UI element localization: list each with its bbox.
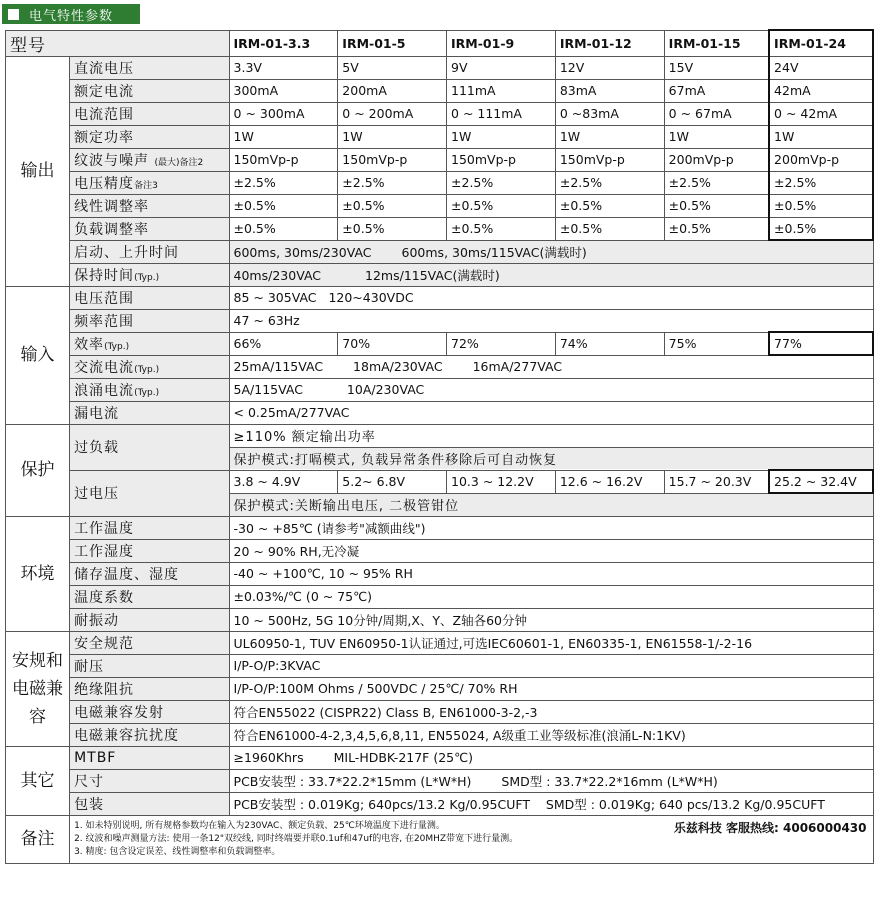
- row-label-text: 纹波与噪声: [74, 152, 150, 169]
- value-cell: 150mVp-p: [555, 148, 664, 171]
- row-label: 耐压: [70, 654, 229, 677]
- value-cell: 72%: [447, 332, 556, 355]
- value-cell: ±0.5%: [229, 194, 338, 217]
- value-cell: 3.3V: [229, 56, 338, 79]
- row-label: 直流电压: [70, 56, 229, 79]
- value-a: PCB安装型 : 0.019Kg; 640pcs/13.2 Kg/0.95CUFT: [233, 796, 530, 812]
- row-packing: [6, 792, 874, 815]
- row-label: 电磁兼容发射: [70, 700, 229, 723]
- category-protection: 保护: [6, 424, 70, 516]
- row-label: 温度系数: [70, 585, 229, 608]
- value-cell: 1W: [555, 125, 664, 148]
- value-cell: 保护模式:关断输出电压, 二极管钳位: [229, 493, 873, 516]
- row-label: 电压范围: [70, 286, 229, 309]
- row-label: 负载调整率: [70, 217, 229, 240]
- row-label: 电流范围: [70, 102, 229, 125]
- value-cell: ±0.5%: [338, 217, 447, 240]
- value-cell: 20 ~ 90% RH,无冷凝: [229, 539, 873, 562]
- row-label: [70, 332, 229, 355]
- value-cell: 10 ~ 500Hz, 5G 10分钟/周期,X、Y、Z轴各60分钟: [229, 608, 873, 631]
- row-label: 耐振动: [70, 608, 229, 631]
- value-cell: UL60950-1, TUV EN60950-1认证通过,可选IEC60601-1, EN60335-1, EN61558-1/-2-16: [229, 631, 873, 654]
- row-inrush-current: [6, 378, 874, 401]
- row-label: 线性调整率: [70, 194, 229, 217]
- row-temp-coeff: [6, 585, 874, 608]
- value-cell: ±2.5%: [555, 171, 664, 194]
- value-c: 16mA/277VAC: [472, 359, 563, 375]
- row-label: 安全规范: [70, 631, 229, 654]
- value-cell: ±0.5%: [664, 217, 769, 240]
- value-cell: ±2.5%: [664, 171, 769, 194]
- row-label: 电磁兼容抗扰度: [70, 723, 229, 746]
- value-cell: [229, 769, 873, 792]
- row-rated-power: [6, 125, 874, 148]
- value-cell: I/P-O/P:100M Ohms / 500VDC / 25℃/ 70% RH: [229, 677, 873, 700]
- value-b: 18mA/230VAC: [353, 359, 443, 375]
- value-cell: 0 ~83mA: [555, 102, 664, 125]
- value-cell: [229, 263, 873, 286]
- row-label: 频率范围: [70, 309, 229, 332]
- value-cell-highlighted: 77%: [769, 332, 873, 355]
- value-cell: 1W: [769, 125, 873, 148]
- category-notes: 备注: [6, 815, 70, 863]
- model-cell: IRM-01-15: [664, 30, 769, 56]
- row-label: [70, 148, 229, 171]
- value-cell: 1W: [229, 125, 338, 148]
- value-cell: [229, 355, 873, 378]
- row-label: 储存温度、湿度: [70, 562, 229, 585]
- model-row: [6, 30, 874, 56]
- row-voltage-accuracy: [6, 171, 874, 194]
- row-hold-up: [6, 263, 874, 286]
- row-isolation-resistance: [6, 677, 874, 700]
- model-cell-highlighted: IRM-01-24: [769, 30, 873, 56]
- note-line: 1. 如未特别说明, 所有规格参数均在输入为230VAC、额定负载、25℃环境温度下进行量测。: [74, 820, 445, 831]
- value-cell: ±2.5%: [447, 171, 556, 194]
- model-cell: IRM-01-5: [338, 30, 447, 56]
- value-cell: ±2.5%: [229, 171, 338, 194]
- value-cell: 0 ~ 111mA: [447, 102, 556, 125]
- value-cell: 0 ~ 42mA: [769, 102, 873, 125]
- note-line: 2. 纹波和噪声测量方法: 使用一条12"双绞线, 同时终端要并联0.1uf和47uf的电容, 在20MHZ带宽下进行量测。: [74, 833, 519, 844]
- value-cell: 200mVp-p: [769, 148, 873, 171]
- value-cell: 1W: [447, 125, 556, 148]
- value-a: 40ms/230VAC: [233, 267, 322, 283]
- model-cell: IRM-01-9: [447, 30, 556, 56]
- value-cell: 9V: [447, 56, 556, 79]
- category-safety-emc: 安规和电磁兼容: [6, 631, 70, 746]
- row-label: 过负载: [70, 424, 229, 470]
- row-label-note: (Typ.): [104, 341, 130, 352]
- value-cell: ≥110% 额定输出功率: [229, 424, 873, 447]
- row-notes: [6, 815, 874, 863]
- value-cell: 保护模式:打嗝模式, 负载异常条件移除后可自动恢复: [229, 447, 873, 470]
- row-label-note: (最大)备注2: [154, 157, 204, 168]
- value-cell: ±0.5%: [769, 194, 873, 217]
- row-label: [70, 355, 229, 378]
- value-cell: 0 ~ 300mA: [229, 102, 338, 125]
- row-working-temp: [6, 516, 874, 539]
- row-input-voltage: [6, 286, 874, 309]
- category-input: 输入: [6, 286, 70, 424]
- row-working-humidity: [6, 539, 874, 562]
- row-label-text: 效率: [74, 336, 105, 353]
- value-cell: ±0.5%: [447, 217, 556, 240]
- value-cell: -30 ~ +85℃ (请参考"减额曲线"): [229, 516, 873, 539]
- value-cell: 66%: [229, 332, 338, 355]
- value-cell-highlighted: 25.2 ~ 32.4V: [769, 470, 873, 493]
- row-label: 过电压: [70, 470, 229, 516]
- value-cell: 70%: [338, 332, 447, 355]
- row-label-text: 电压精度: [74, 175, 135, 192]
- value-cell: ±0.5%: [555, 194, 664, 217]
- value-cell: [229, 746, 873, 769]
- row-label: 启动、上升时间: [70, 240, 229, 263]
- value-cell: [229, 240, 873, 263]
- value-cell: 150mVp-p: [338, 148, 447, 171]
- category-others: 其它: [6, 746, 70, 815]
- value-cell: 42mA: [769, 79, 873, 102]
- value-cell: 符合EN55022 (CISPR22) Class B, EN61000-3-2,-3: [229, 700, 873, 723]
- square-bullet-icon: [8, 9, 19, 20]
- value-cell: ±2.5%: [769, 171, 873, 194]
- value-cell: 47 ~ 63Hz: [229, 309, 873, 332]
- spec-table: [5, 29, 874, 864]
- row-label-note: (Typ.): [134, 272, 160, 283]
- value-cell: 111mA: [447, 79, 556, 102]
- row-safety-standards: [6, 631, 874, 654]
- row-label: [70, 171, 229, 194]
- value-cell: ±2.5%: [338, 171, 447, 194]
- value-cell: 5V: [338, 56, 447, 79]
- row-label: 绝缘阻抗: [70, 677, 229, 700]
- value-cell: 300mA: [229, 79, 338, 102]
- value-cell: < 0.25mA/277VAC: [229, 401, 873, 424]
- row-setup-rise: [6, 240, 874, 263]
- value-cell: 1W: [338, 125, 447, 148]
- value-cell: ±0.5%: [229, 217, 338, 240]
- hotline: 乐兹科技 客服热线: 4006000430: [673, 820, 867, 835]
- value-cell: ±0.03%/℃ (0 ~ 75℃): [229, 585, 873, 608]
- value-b: 12ms/115VAC(满载时): [365, 267, 500, 283]
- category-output: 输出: [6, 56, 70, 286]
- value-cell: I/P-O/P:3KVAC: [229, 654, 873, 677]
- value-cell: ±0.5%: [447, 194, 556, 217]
- value-cell: 75%: [664, 332, 769, 355]
- row-emc-immunity: [6, 723, 874, 746]
- row-label-note: 备注3: [134, 180, 158, 191]
- value-cell: 15.7 ~ 20.3V: [664, 470, 769, 493]
- row-dimension: [6, 769, 874, 792]
- row-label-text: 保持时间: [74, 267, 135, 284]
- value-cell: 1W: [664, 125, 769, 148]
- value-cell: 12.6 ~ 16.2V: [555, 470, 664, 493]
- value-b: SMD型 : 0.019Kg; 640 pcs/13.2 Kg/0.95CUFT: [545, 796, 825, 812]
- section-header: [2, 3, 140, 25]
- value-cell: 10.3 ~ 12.2V: [447, 470, 556, 493]
- value-cell: [229, 286, 873, 309]
- value-cell: 12V: [555, 56, 664, 79]
- value-b: SMD型 : 33.7*22.2*16mm (L*W*H): [501, 773, 718, 789]
- value-b: MIL-HDBK-217F (25℃): [333, 750, 474, 765]
- value-cell: 67mA: [664, 79, 769, 102]
- section-header-bar: [2, 4, 140, 24]
- row-withstand-voltage: [6, 654, 874, 677]
- note-line: 3. 精度: 包含设定误差、线性调整率和负载调整率。: [74, 846, 281, 857]
- row-mtbf: [6, 746, 874, 769]
- value-cell: 74%: [555, 332, 664, 355]
- row-storage: [6, 562, 874, 585]
- notes-cell: [70, 815, 873, 863]
- row-overvoltage: [6, 470, 874, 493]
- section-title: 电气特性参数: [29, 8, 114, 24]
- value-cell: 200mA: [338, 79, 447, 102]
- value-b: 600ms, 30ms/115VAC(满载时): [401, 244, 587, 260]
- row-label: [70, 378, 229, 401]
- row-load-regulation: [6, 217, 874, 240]
- value-a: ≥1960Khrs: [233, 750, 304, 765]
- model-label: 型号: [6, 30, 230, 56]
- value-cell: 3.8 ~ 4.9V: [229, 470, 338, 493]
- row-label: 漏电流: [70, 401, 229, 424]
- value-cell: 5.2~ 6.8V: [338, 470, 447, 493]
- row-label-note: (Typ.): [134, 387, 160, 398]
- value-cell: 83mA: [555, 79, 664, 102]
- value-cell: -40 ~ +100℃, 10 ~ 95% RH: [229, 562, 873, 585]
- value-cell: 150mVp-p: [447, 148, 556, 171]
- value-a: 5A/115VAC: [233, 382, 303, 397]
- row-label: 额定电流: [70, 79, 229, 102]
- row-label: 工作温度: [70, 516, 229, 539]
- value-cell: [229, 792, 873, 815]
- value-cell: [229, 378, 873, 401]
- value-cell: 200mVp-p: [664, 148, 769, 171]
- value-cell: 符合EN61000-4-2,3,4,5,6,8,11, EN55024, A级重工业等级标准(浪涌L-N:1KV): [229, 723, 873, 746]
- value-cell: ±0.5%: [555, 217, 664, 240]
- value-a: 25mA/115VAC: [233, 359, 324, 375]
- row-rated-current: [6, 79, 874, 102]
- value-cell: ±0.5%: [338, 194, 447, 217]
- model-cell: IRM-01-12: [555, 30, 664, 56]
- row-emc-emission: [6, 700, 874, 723]
- model-cell: IRM-01-3.3: [229, 30, 338, 56]
- value-cell: ±0.5%: [664, 194, 769, 217]
- row-label: 包装: [70, 792, 229, 815]
- value-cell: 0 ~ 67mA: [664, 102, 769, 125]
- row-label-note: (Typ.): [134, 364, 160, 375]
- row-leakage-current: [6, 401, 874, 424]
- value-a: 600ms, 30ms/230VAC: [233, 244, 372, 260]
- category-environment: 环境: [6, 516, 70, 631]
- row-label-text: 浪涌电流: [74, 382, 135, 399]
- value-cell: 15V: [664, 56, 769, 79]
- value-b: 10A/230VAC: [346, 382, 425, 397]
- row-dc-voltage: [6, 56, 874, 79]
- value-a: 85 ~ 305VAC: [233, 290, 317, 305]
- value-cell: 0 ~ 200mA: [338, 102, 447, 125]
- row-line-regulation: [6, 194, 874, 217]
- row-ripple: [6, 148, 874, 171]
- value-cell: ±0.5%: [769, 217, 873, 240]
- row-overload: [6, 424, 874, 447]
- row-label: 尺寸: [70, 769, 229, 792]
- row-vibration: [6, 608, 874, 631]
- value-a: PCB安装型 : 33.7*22.2*15mm (L*W*H): [233, 773, 472, 789]
- row-label: 工作湿度: [70, 539, 229, 562]
- row-label: [70, 263, 229, 286]
- row-current-range: [6, 102, 874, 125]
- row-label: 额定功率: [70, 125, 229, 148]
- value-cell: 24V: [769, 56, 873, 79]
- row-ac-current: [6, 355, 874, 378]
- row-label-text: 交流电流: [74, 359, 135, 376]
- value-b: 120~430VDC: [328, 290, 414, 305]
- row-label: MTBF: [70, 746, 229, 769]
- row-efficiency: [6, 332, 874, 355]
- value-cell: 150mVp-p: [229, 148, 338, 171]
- row-frequency-range: [6, 309, 874, 332]
